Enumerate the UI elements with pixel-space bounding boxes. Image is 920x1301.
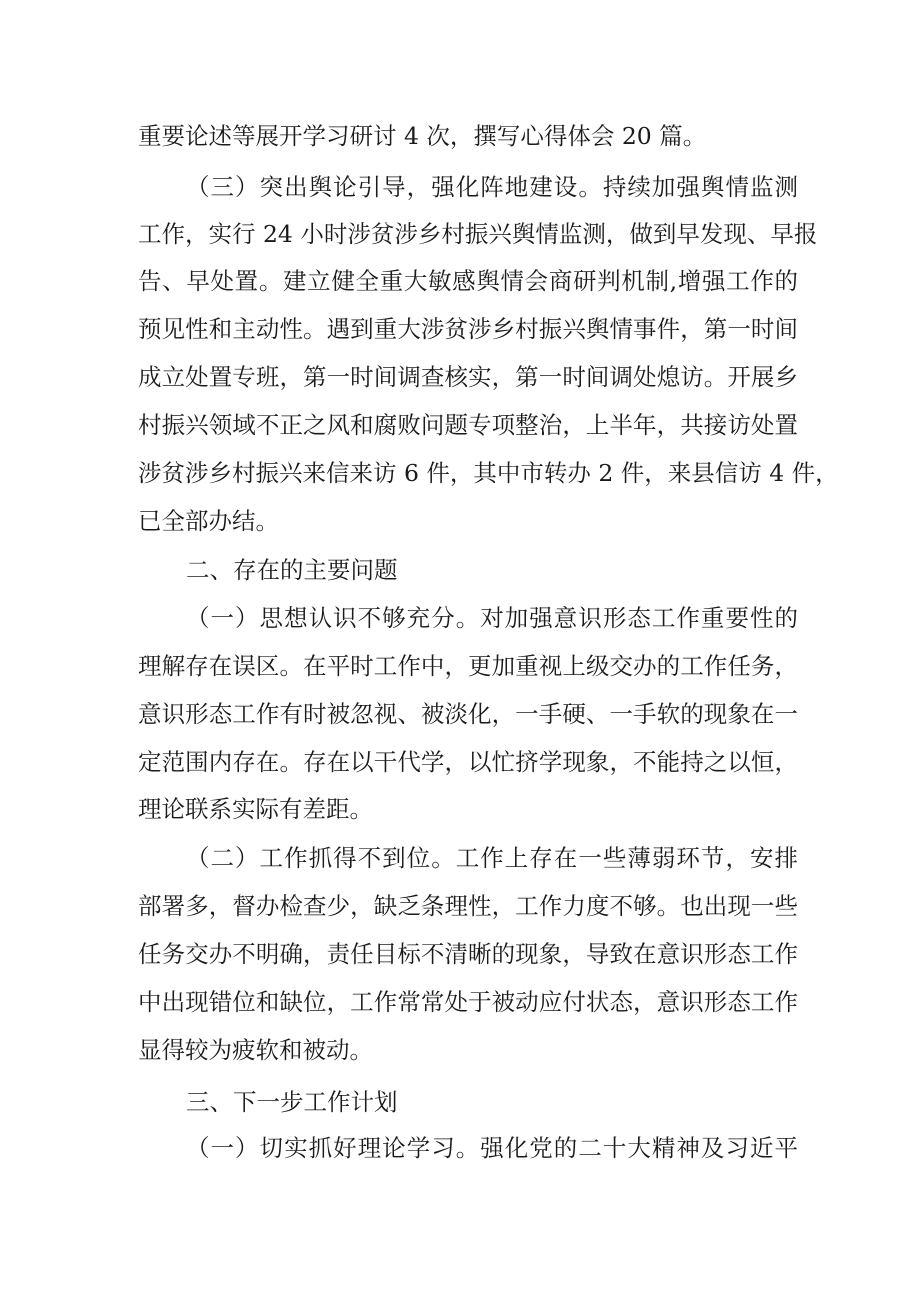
paragraph-line: （一）思想认识不够充分。对加强意识形态工作重要性的 [186,604,798,632]
paragraph-line: 任务交办不明确，责任目标不清晰的现象，导致在意识形态工作 [138,940,798,968]
paragraph-line: 显得较为疲软和被动。 [138,1036,373,1064]
section-heading: 二、存在的主要问题 [186,556,398,584]
paragraph-line: 部署多，督办检查少，缺乏条理性，工作力度不够。也出现一些 [138,892,798,920]
paragraph-line: 告、早处置。建立健全重大敏感舆情会商研判机制,增强工作的 [138,267,798,295]
paragraph-line: 工作，实行 24 小时涉贫涉乡村振兴舆情监测，做到早发现、早报 [138,220,818,248]
paragraph-line: （三）突出舆论引导，强化阵地建设。持续加强舆情监测 [186,173,798,201]
paragraph-line: 村振兴领域不正之风和腐败问题专项整治，上半年，共接访处置 [138,411,798,439]
paragraph-line: 理论联系实际有差距。 [138,795,373,823]
paragraph-line: （二）工作抓得不到位。工作上存在一些薄弱环节，安排 [186,844,798,872]
paragraph-line: 成立处置专班，第一时间调查核实，第一时间调处熄访。开展乡 [138,363,798,391]
paragraph-line: （一）切实抓好理论学习。强化党的二十大精神及习近平 [186,1134,798,1162]
paragraph-line: 理解存在误区。在平时工作中，更加重视上级交办的工作任务， [138,652,798,680]
paragraph-line: 预见性和主动性。遇到重大涉贫涉乡村振兴舆情事件，第一时间 [138,315,798,343]
paragraph-line: 意识形态工作有时被忽视、被淡化，一手硬、一手软的现象在一 [138,700,798,728]
paragraph-line: 已全部办结。 [138,507,279,535]
section-heading: 三、下一步工作计划 [186,1088,398,1116]
paragraph-line: 定范围内存在。存在以干代学，以忙挤学现象，不能持之以恒， [138,748,798,776]
paragraph-line: 重要论述等展开学习研讨 4 次，撰写心得体会 20 篇。 [138,122,707,150]
paragraph-line: 涉贫涉乡村振兴来信来访 6 件，其中市转办 2 件，来县信访 4 件， [138,459,839,487]
paragraph-line: 中出现错位和缺位，工作常常处于被动应付状态，意识形态工作 [138,988,798,1016]
